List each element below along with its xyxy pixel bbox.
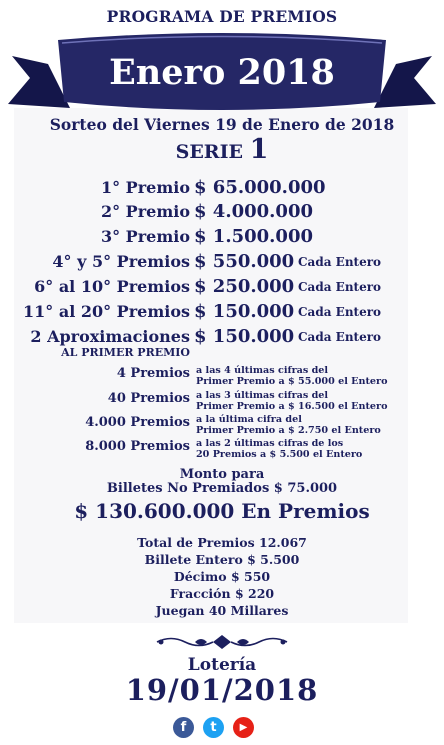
small-prize-label: 8.000 Premios [85,439,190,454]
prize-label: 1° Premio [100,178,190,197]
prize-row [0,201,444,223]
prize-row [0,276,444,298]
prize-row [0,177,444,199]
small-prize-desc-line: Primer Premio a $ 55.000 el Entero [196,376,388,387]
ornament-divider [155,633,289,651]
info-billete-entero: Billete Entero $ 5.500 [144,552,300,567]
prize-label: 2 Aproximaciones [30,327,190,346]
prize-label: 11° al 20° Premios [22,302,190,321]
youtube-glyph: ▶ [239,722,248,733]
small-prize-desc-line: a las 3 últimas cifras del [196,390,329,401]
prize-row [0,326,444,360]
small-prize-desc-line: Primer Premio a $ 2.750 el Entero [196,425,381,436]
facebook-glyph: f [180,720,187,735]
small-prize-desc [196,438,362,460]
monto-label: Monto para [179,467,265,482]
small-prize-desc [196,390,387,412]
prize-row [0,301,444,323]
series [0,134,444,165]
series-label: SERIE [175,141,243,163]
info-millares: Juegan 40 Millares [155,603,289,618]
facebook-icon[interactable] [173,717,194,738]
info-total-premios: Total de Premios 12.067 [137,535,307,550]
loteria-label: Lotería [187,655,257,675]
series-number: 1 [249,134,269,165]
prize-amount: $ 150.000 [194,326,295,347]
loteria-date: 19/01/2018 [125,673,319,707]
prize-label: 6° al 10° Premios [34,277,190,296]
small-prize-row [0,415,444,439]
youtube-icon[interactable] [233,717,254,738]
small-prize-desc-line: Primer Premio a $ 16.500 el Entero [196,401,388,412]
twitter-glyph: t [210,720,217,735]
prize-note: Cada Entero [298,280,382,294]
prize-label: 4° y 5° Premios [52,252,190,271]
twitter-icon[interactable] [203,717,224,738]
title-banner [0,26,444,114]
total-prizes-amount: $ 130.600.000 En Premios [74,499,370,523]
prize-amount: $ 150.000 [194,301,295,322]
info-fraccion: Fracción $ 220 [169,586,275,601]
small-prize-row [0,366,444,390]
prize-label: 3° Premio [100,227,190,246]
small-prize-desc-line: a las 2 últimas cifras de los [196,438,344,449]
small-prize-desc-line: a la última cifra del [196,414,302,425]
prize-amount: $ 1.500.000 [194,226,313,247]
prize-row [0,226,444,248]
prize-label: 2° Premio [100,202,190,221]
small-prize-label: 40 Premios [107,391,190,406]
small-prize-row [0,391,444,415]
prize-note: Cada Entero [298,330,382,344]
prize-note: Cada Entero [298,305,382,319]
small-prize-desc [196,414,381,436]
info-decimo: Décimo $ 550 [173,569,271,584]
prize-amount: $ 550.000 [194,251,295,272]
small-prize-label: 4.000 Premios [85,415,190,430]
prize-note: Cada Entero [298,255,382,269]
prize-row [0,251,444,273]
small-prize-label: 4 Premios [116,366,190,381]
prize-sublabel: AL PRIMER PREMIO [61,346,190,359]
prize-amount: $ 4.000.000 [194,201,313,222]
banner-text: Enero 2018 [109,52,335,93]
draw-date: Sorteo del Viernes 19 de Enero de 2018 [49,115,395,134]
prize-amount: $ 250.000 [194,276,295,297]
small-prize-row [0,439,444,463]
small-prize-desc-line: 20 Premios a $ 5.500 el Entero [196,449,363,460]
small-prize-desc-line: a las 4 últimas cifras del [196,365,329,376]
small-prize-desc [196,365,387,387]
monto-value: Billetes No Premiados $ 75.000 [106,481,338,496]
program-title: PROGRAMA DE PREMIOS [106,7,338,26]
prize-amount: $ 65.000.000 [194,177,326,198]
